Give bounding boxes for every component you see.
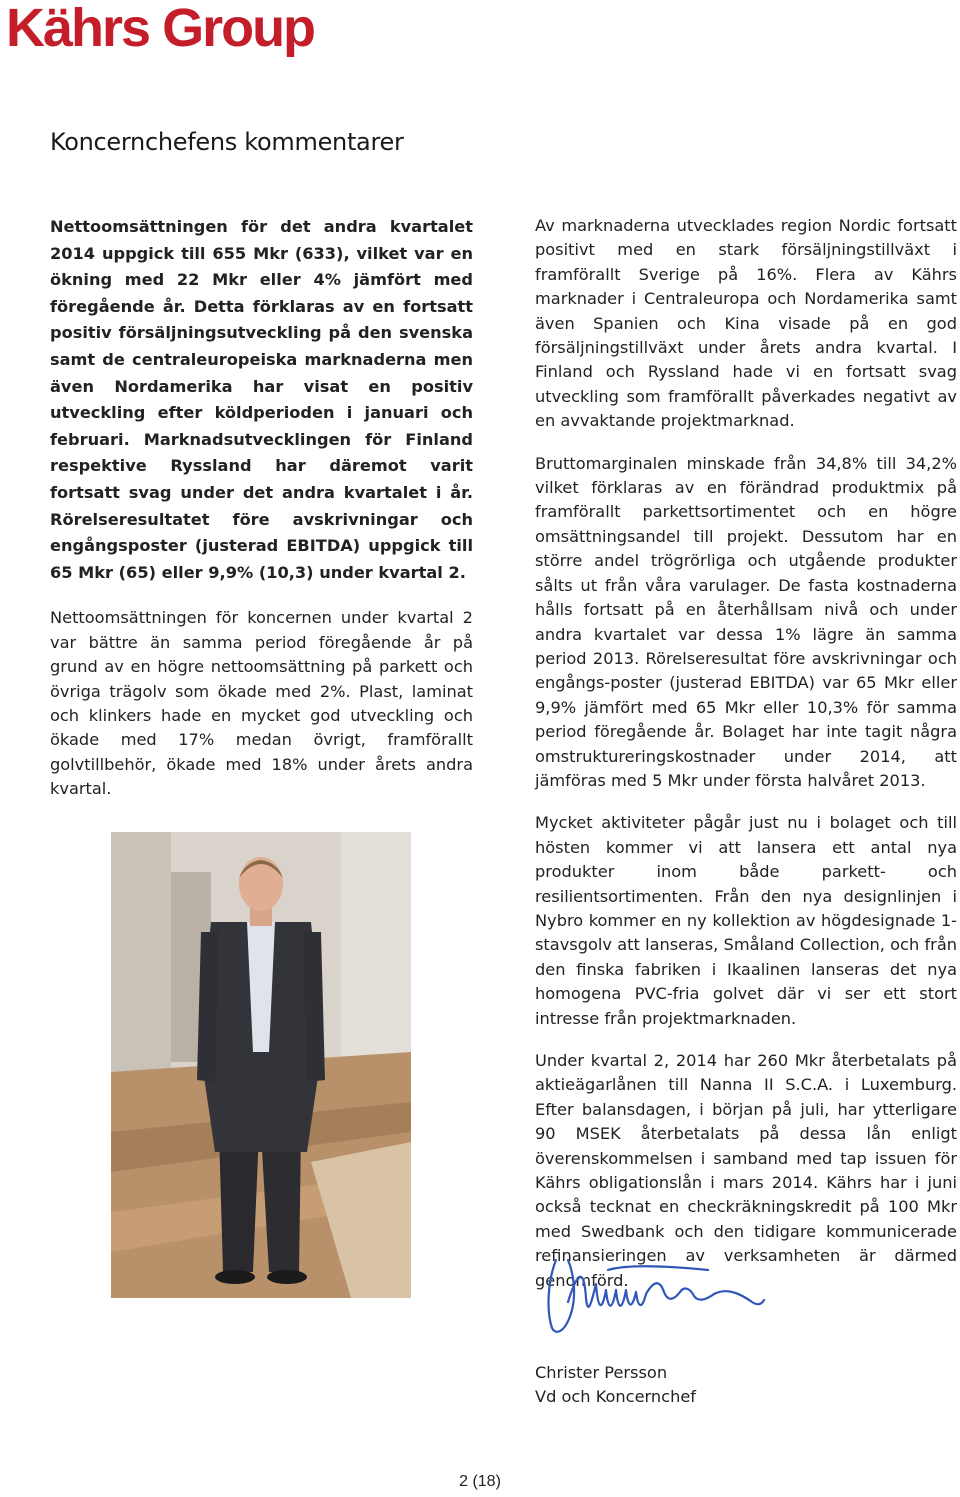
body-paragraph: Nettoomsättningen för koncernen under kvartal 2 var bättre än samma period föregående år på grund av en högre nettoomsättning på parkett och övriga trägolv som ökade med 2%. Plast, laminat och klinkers hade en mycket god utveckling och ökade med 17% medan övrigt, framförallt golvtillbehör, ökade med 18% under årets andra kvartal. bbox=[50, 608, 473, 799]
body-paragraph: Under kvartal 2, 2014 har 260 Mkr återbetalats på aktieägarlånen till Nanna II S.C.A. i Luxemburg. Efter balansdagen, i början på juli, har ytterligare 90 MSEK återbetalats på dessa lån enligt överenskommelsen i samband med tap issuen för Kährs obligationslån i mars 2014. Kährs har i juni också tecknat en checkräkningskredit på 100 Mkr med Swedbank och den tidigare kommunicerade refinansieringen av verksamheten är därmed genomförd. bbox=[535, 1051, 957, 1290]
company-logo: Kährs Group bbox=[6, 0, 315, 58]
ceo-photo bbox=[111, 832, 411, 1298]
left-column bbox=[50, 214, 473, 820]
page-title: Koncernchefens kommentarer bbox=[50, 128, 404, 156]
page-number: 2 (18) bbox=[459, 1473, 501, 1490]
right-column bbox=[535, 214, 957, 1311]
signer-block bbox=[535, 1361, 696, 1410]
signature bbox=[538, 1240, 768, 1340]
body-paragraph: Mycket aktiviteter pågår just nu i bolaget och till hösten kommer vi att lansera ett antal nya produkter inom både parkett- och resilientsortimenten. Från den nya designlinjen i Nybro kommer en ny kollektion av högdesignade 1-stavsgolv att lanseras, Småland Collection, och från den finska fabriken i Ikaalinen lanseras det nya homogena PVC-fria golvet där vi ser ett stort intresse från projektmarknaden. bbox=[535, 813, 957, 1028]
signer-role: Vd och Koncernchef bbox=[535, 1387, 696, 1407]
body-paragraph: Bruttomarginalen minskade från 34,8% till 34,2% vilket förklaras av en förändrad produktmix på framförallt parkettsortimentet och en högre omsättningsandel till projekt. Dessutom har en större andel trögrörliga och utgående produkter sålts ut från våra varulager. De fasta kostnaderna hålls fortsatt på en återhållsam nivå och under andra kvartalet var dessa 1% lägre än samma period 2013. Rörelseresultat före avskrivningar och engångs-poster (justerad EBITDA) var 65 Mkr eller 9,9% jämfört med 65 Mkr eller 10,3% för samma period föregående år. Bolaget har inte tagit några omstruktureringskostnader under 2014, att jämföras med 5 Mkr under första halvåret 2013. bbox=[535, 453, 957, 790]
body-paragraph: Av marknaderna utvecklades region Nordic fortsatt positivt med en stark försäljningstillväxt i framförallt Sverige på 16%. Flera av Kährs marknader i Centraleuropa och Nordamerika samt även Spanien och Kina visade på en god försäljningstillväxt under årets andra kvartal. I Finland och Ryssland hade vi en fortsatt svag utveckling som framförallt påverkades negativt av en avvaktande projektmarknad. bbox=[535, 216, 957, 431]
lead-paragraph: Nettoomsättningen för det andra kvartalet 2014 uppgick till 655 Mkr (633), vilket var en ökning med 22 Mkr eller 4% jämfört med föregående år. Detta förklaras av en fortsatt positiv försäljningsutveckling på den svenska samt de centraleuropeiska marknaderna men även Nordamerika har visat en positiv utveckling efter köldperioden i januari och februari. Marknadsutvecklingen för Finland respektive Ryssland har däremot varit fortsatt svag under det andra kvartalet i år. Rörelseresultatet före avskrivningar och engångsposter (justerad EBITDA) uppgick till 65 Mkr (65) eller 9,9% (10,3) under kvartal 2. bbox=[50, 217, 473, 582]
signer-name: Christer Persson bbox=[535, 1363, 668, 1382]
